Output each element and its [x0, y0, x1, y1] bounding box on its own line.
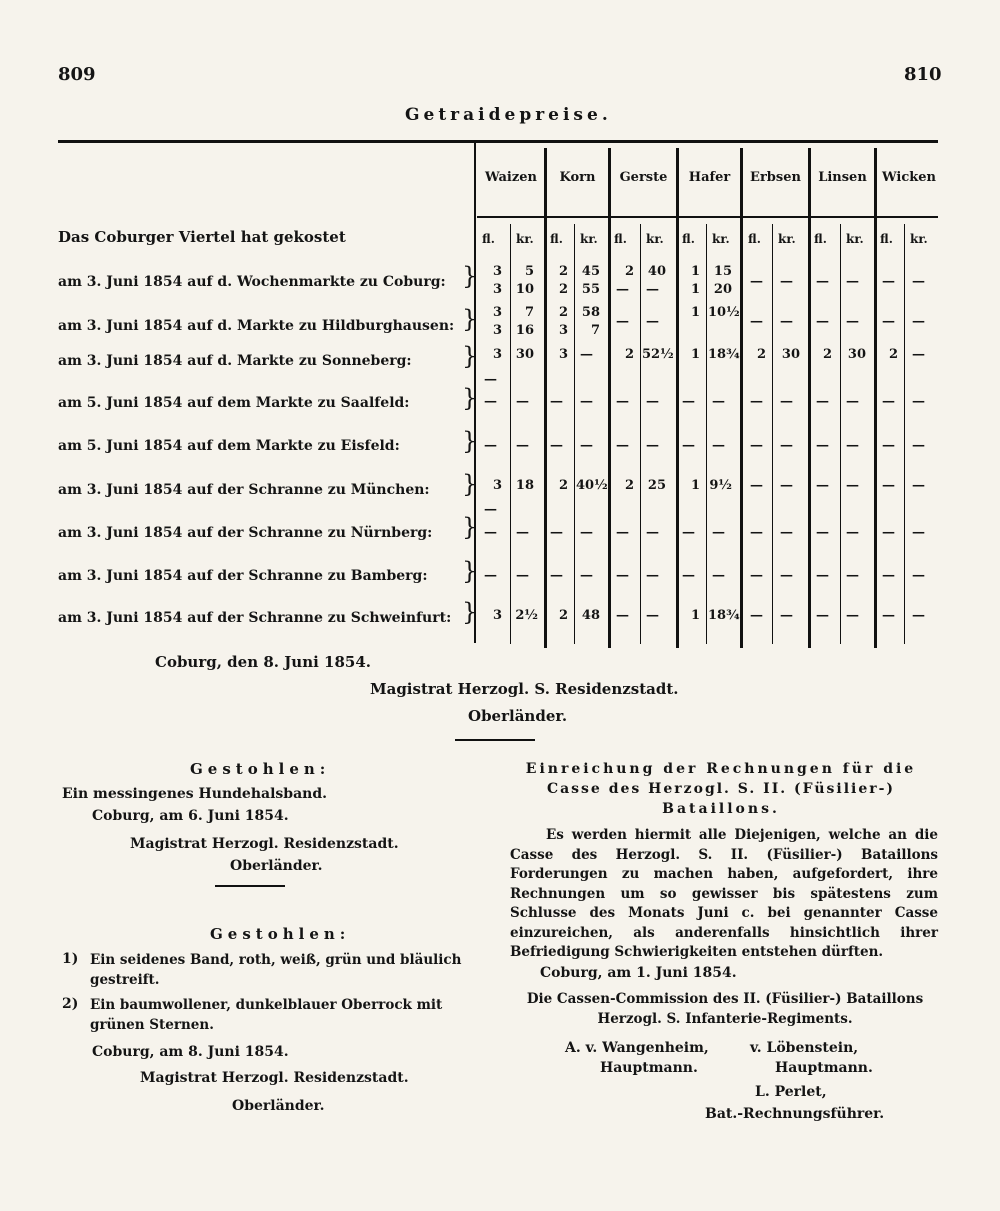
notice2-signature: Magistrat Herzogl. Residenzstadt. [140, 1070, 409, 1086]
subcol-7 [904, 224, 905, 644]
notice1-heading: Gestohlen: [190, 760, 331, 778]
empty-cell-dash: — [846, 478, 859, 493]
price-cell: 3 [492, 323, 502, 338]
empty-cell-dash: — [750, 478, 763, 493]
empty-cell-dash: — [682, 438, 695, 453]
empty-cell-dash: — [580, 347, 593, 362]
empty-cell-dash: — [816, 394, 829, 409]
empty-cell-dash: — [912, 274, 925, 289]
notice2-signer: Oberländer. [232, 1098, 325, 1114]
col-divider-2 [608, 148, 611, 648]
empty-cell-dash: — [912, 525, 925, 540]
price-cell: 2½ [515, 608, 538, 623]
price-cell: 55 [581, 282, 600, 297]
price-cell: 9½ [709, 478, 732, 493]
empty-cell-dash: — [646, 438, 659, 453]
price-cell: 3 [492, 305, 502, 320]
prices-date-line: Coburg, den 8. Juni 1854. [155, 653, 372, 671]
subcol-2 [574, 224, 575, 644]
empty-cell-dash: — [712, 394, 725, 409]
price-row-label: am 3. Juni 1854 auf der Schranne zu Schweinfurt: [58, 610, 452, 626]
empty-cell-dash: — [750, 525, 763, 540]
unit-kr: kr. [712, 232, 730, 246]
empty-cell-dash: — [616, 525, 629, 540]
empty-cell-dash: — [882, 608, 895, 623]
empty-cell-dash: — [780, 608, 793, 623]
empty-cell-dash: — [780, 314, 793, 329]
subcol-5 [772, 224, 773, 644]
unit-fl: fl. [482, 232, 495, 246]
empty-cell-dash: — [912, 478, 925, 493]
price-cell: 1 [690, 608, 700, 623]
price-cell: 15 [713, 264, 732, 279]
empty-cell-dash: — [616, 314, 629, 329]
notice3-officer-rank: Hauptmann. [600, 1060, 698, 1076]
price-cell: 2 [558, 305, 568, 320]
subcol-4 [706, 224, 707, 644]
notice3-heading: Bataillons. [662, 801, 780, 817]
prices-heading: Getraidepreise. [405, 105, 612, 125]
price-cell: 30 [781, 347, 800, 362]
brace: } [462, 557, 478, 585]
empty-cell-dash: — [882, 394, 895, 409]
col-divider-5 [808, 148, 811, 648]
price-row-label: am 3. Juni 1854 auf d. Markte zu Sonneberg: [58, 353, 412, 369]
notice-divider [215, 885, 285, 887]
subcol-6 [840, 224, 841, 644]
empty-cell-dash: — [882, 438, 895, 453]
empty-cell-dash: — [646, 525, 659, 540]
price-cell: 3 [558, 347, 568, 362]
unit-fl: fl. [880, 232, 893, 246]
notice3-accountant-name: L. Perlet, [755, 1084, 827, 1100]
empty-cell-dash: — [846, 394, 859, 409]
brace: } [462, 384, 478, 412]
page-number-left: 809 [58, 64, 96, 85]
price-cell: 1 [690, 282, 700, 297]
section-divider [455, 739, 535, 741]
unit-fl: fl. [682, 232, 695, 246]
notice1-signer: Oberländer. [230, 858, 323, 874]
price-cell: 18¾ [708, 608, 740, 623]
notice2-item: Ein baumwollener, dunkelblauer Oberrock mit grünen Sternen. [90, 997, 443, 1033]
price-row-label: am 3. Juni 1854 auf d. Markte zu Hildburghausen: [58, 318, 455, 334]
empty-cell-dash: — [816, 438, 829, 453]
empty-cell-dash: — [616, 394, 629, 409]
prices-signer: Oberländer. [468, 707, 568, 725]
brace: } [462, 513, 478, 541]
price-cell: 1 [690, 305, 700, 320]
empty-cell-dash: — [682, 525, 695, 540]
price-cell: 1 [690, 478, 700, 493]
price-cell: 10½ [708, 305, 740, 320]
unit-kr: kr. [846, 232, 864, 246]
empty-cell-dash: — [846, 525, 859, 540]
price-cell: 20 [713, 282, 732, 297]
notice1-signature: Magistrat Herzogl. Residenzstadt. [130, 836, 399, 852]
empty-cell-dash: — [882, 478, 895, 493]
price-cell: 30 [515, 347, 534, 362]
empty-cell-dash: — [712, 438, 725, 453]
empty-cell-dash: — [484, 525, 497, 540]
notice3-heading: Einreichung der Rechnungen für die [525, 761, 917, 777]
empty-cell-dash: — [846, 608, 859, 623]
notice2-item-number: 1) [62, 951, 79, 967]
price-cell: 2 [756, 347, 766, 362]
unit-kr: kr. [910, 232, 928, 246]
notice3-body: Es werden hiermit alle Diejenigen, welche an die Casse des Herzogl. S. II. (Füsilier-) Bataillons Forderungen zu machen haben, aufgefordert, ihre Rechnungen um so gewisser bis spätestens zum Schlusse des Monats Juni c. bei genannter Casse einzureichen, als anderenfalls hinsichtlich ihrer Befriedigung Schwierigkeiten entstehen dürften. [510, 827, 938, 960]
col-header-korn: Korn [559, 170, 596, 185]
unit-fl: fl. [550, 232, 563, 246]
price-row-label: am 3. Juni 1854 auf d. Wochenmarkte zu Coburg: [58, 274, 446, 290]
empty-cell-dash: — [712, 525, 725, 540]
empty-cell-dash: — [616, 282, 629, 297]
empty-cell-dash: — [750, 568, 763, 583]
notice2-item-number: 2) [62, 996, 79, 1012]
brace: } [462, 262, 478, 290]
col-divider-1 [544, 148, 547, 648]
brace: } [462, 598, 478, 626]
empty-cell-dash: — [882, 568, 895, 583]
empty-cell-dash: — [816, 568, 829, 583]
empty-cell-dash: — [750, 274, 763, 289]
price-cell: 1 [690, 264, 700, 279]
empty-cell-dash: — [912, 394, 925, 409]
col-header-gerste: Gerste [619, 170, 668, 185]
brace: } [462, 342, 478, 370]
notice2-date: Coburg, am 8. Juni 1854. [92, 1044, 289, 1060]
price-row-label: am 5. Juni 1854 auf dem Markte zu Saalfeld: [58, 395, 410, 411]
notice3-accountant-title: Bat.-Rechnungsführer. [705, 1106, 885, 1122]
col-header-hafer: Hafer [688, 170, 731, 185]
empty-cell-dash: — [712, 568, 725, 583]
empty-cell-dash: — [484, 438, 497, 453]
empty-cell-dash: — [682, 568, 695, 583]
price-cell: 16 [515, 323, 534, 338]
col-divider-4 [740, 148, 743, 648]
price-cell: 2 [558, 282, 568, 297]
empty-cell-dash: — [646, 608, 659, 623]
empty-cell-dash: — [616, 608, 629, 623]
top-rule [58, 140, 938, 143]
notice3-commission: Die Cassen-Commission des II. (Füsilier-) Bataillons Herzogl. S. Infanterie-Regiments. [526, 991, 924, 1027]
empty-cell-dash: — [846, 438, 859, 453]
empty-cell-dash: — [912, 438, 925, 453]
page-number-right: 810 [904, 64, 942, 85]
empty-cell-dash: — [846, 314, 859, 329]
unit-fl: fl. [814, 232, 827, 246]
price-cell: 3 [492, 282, 502, 297]
price-cell: 40 [647, 264, 666, 279]
empty-cell-dash: — [580, 568, 593, 583]
brace: } [462, 427, 478, 455]
price-cell: 2 [558, 608, 568, 623]
prices-signature: Magistrat Herzogl. S. Residenzstadt. [370, 680, 679, 698]
empty-cell-dash: — [516, 438, 529, 453]
empty-cell-dash: — [682, 394, 695, 409]
empty-cell-dash: — [882, 525, 895, 540]
empty-cell-dash: — [750, 314, 763, 329]
empty-cell-dash: — [780, 274, 793, 289]
empty-cell-dash: — [646, 282, 659, 297]
col-header-linsen: Linsen [818, 170, 867, 185]
price-cell: 25 [647, 478, 666, 493]
empty-cell-dash: — [646, 394, 659, 409]
unit-fl: fl. [614, 232, 627, 246]
empty-cell-dash: — [780, 394, 793, 409]
unit-kr: kr. [580, 232, 598, 246]
notice3-officer-name: A. v. Wangenheim, [565, 1040, 709, 1056]
price-cell: 3 [492, 608, 502, 623]
price-cell: 10 [515, 282, 534, 297]
price-cell: 7 [524, 305, 534, 320]
price-cell: 52½ [642, 347, 674, 362]
unit-kr: kr. [778, 232, 796, 246]
unit-kr: kr. [516, 232, 534, 246]
col-header-erbsen: Erbsen [750, 170, 801, 185]
price-cell: 2 [558, 478, 568, 493]
price-cell: 7 [590, 323, 600, 338]
price-cell: 2 [624, 347, 634, 362]
price-cell: 18 [515, 478, 534, 493]
price-cell: 2 [624, 478, 634, 493]
empty-cell-dash: — [646, 314, 659, 329]
brace: } [462, 305, 478, 333]
empty-cell-dash: — [516, 525, 529, 540]
price-cell: 5 [524, 264, 534, 279]
empty-cell-dash: — [484, 394, 497, 409]
empty-cell-dash: — [750, 608, 763, 623]
price-row-label: am 5. Juni 1854 auf dem Markte zu Eisfeld: [58, 438, 400, 454]
empty-cell-dash: — [816, 525, 829, 540]
notice3-date: Coburg, am 1. Juni 1854. [540, 965, 737, 981]
empty-cell-dash: — [550, 568, 563, 583]
price-cell: 2 [888, 347, 898, 362]
empty-cell-dash: — [816, 274, 829, 289]
empty-cell-dash: — [882, 274, 895, 289]
price-cell: 48 [581, 608, 600, 623]
empty-cell-dash: — [484, 568, 497, 583]
unit-fl: fl. [748, 232, 761, 246]
price-cell: 3 [558, 323, 568, 338]
col-divider-3 [676, 148, 679, 648]
empty-cell-dash: — [516, 568, 529, 583]
price-cell: 58 [581, 305, 600, 320]
empty-cell-dash: — [550, 525, 563, 540]
empty-cell-dash: — [484, 502, 497, 517]
empty-cell-dash: — [646, 568, 659, 583]
notice3-heading: Casse des Herzogl. S. II. (Füsilier-) [546, 781, 896, 797]
empty-cell-dash: — [780, 568, 793, 583]
price-cell: 45 [581, 264, 600, 279]
empty-cell-dash: — [912, 568, 925, 583]
notice3-officer-rank: Hauptmann. [775, 1060, 873, 1076]
prices-intro: Das Coburger Viertel hat gekostet [58, 228, 346, 246]
price-cell: 2 [822, 347, 832, 362]
price-cell: 1 [690, 347, 700, 362]
empty-cell-dash: — [816, 314, 829, 329]
empty-cell-dash: — [780, 478, 793, 493]
unit-kr: kr. [646, 232, 664, 246]
empty-cell-dash: — [616, 568, 629, 583]
empty-cell-dash: — [816, 478, 829, 493]
empty-cell-dash: — [912, 608, 925, 623]
empty-cell-dash: — [882, 314, 895, 329]
col-divider-6 [874, 148, 877, 648]
price-cell: 30 [847, 347, 866, 362]
empty-cell-dash: — [750, 438, 763, 453]
subcol-3 [640, 224, 641, 644]
empty-cell-dash: — [484, 372, 497, 387]
notice1-item: Ein messingenes Hundehalsband. [62, 786, 327, 802]
empty-cell-dash: — [516, 394, 529, 409]
price-cell: 3 [492, 478, 502, 493]
empty-cell-dash: — [580, 438, 593, 453]
empty-cell-dash: — [550, 394, 563, 409]
empty-cell-dash: — [816, 608, 829, 623]
empty-cell-dash: — [616, 438, 629, 453]
empty-cell-dash: — [846, 274, 859, 289]
price-cell: 2 [624, 264, 634, 279]
empty-cell-dash: — [750, 394, 763, 409]
price-cell: 3 [492, 347, 502, 362]
price-row-label: am 3. Juni 1854 auf der Schranne zu Bamberg: [58, 568, 428, 584]
price-cell: 2 [558, 264, 568, 279]
brace: } [462, 470, 478, 498]
price-cell: 3 [492, 264, 502, 279]
notice2-heading: Gestohlen: [210, 925, 351, 943]
price-row-label: am 3. Juni 1854 auf der Schranne zu Nürnberg: [58, 525, 433, 541]
empty-cell-dash: — [912, 347, 925, 362]
empty-cell-dash: — [780, 438, 793, 453]
notice2-item: Ein seidenes Band, roth, weiß, grün und bläulich gestreift. [90, 952, 462, 988]
empty-cell-dash: — [846, 568, 859, 583]
price-cell: 40½ [576, 478, 608, 493]
price-row-label: am 3. Juni 1854 auf der Schranne zu München: [58, 482, 430, 498]
empty-cell-dash: — [580, 394, 593, 409]
notice3-officer-name: v. Löbenstein, [750, 1040, 859, 1056]
empty-cell-dash: — [780, 525, 793, 540]
empty-cell-dash: — [550, 438, 563, 453]
price-cell: 18¾ [708, 347, 740, 362]
notice1-date: Coburg, am 6. Juni 1854. [92, 808, 289, 824]
empty-cell-dash: — [912, 314, 925, 329]
col-header-wicken: Wicken [882, 170, 936, 185]
col-header-waizen: Waizen [485, 170, 537, 185]
empty-cell-dash: — [580, 525, 593, 540]
